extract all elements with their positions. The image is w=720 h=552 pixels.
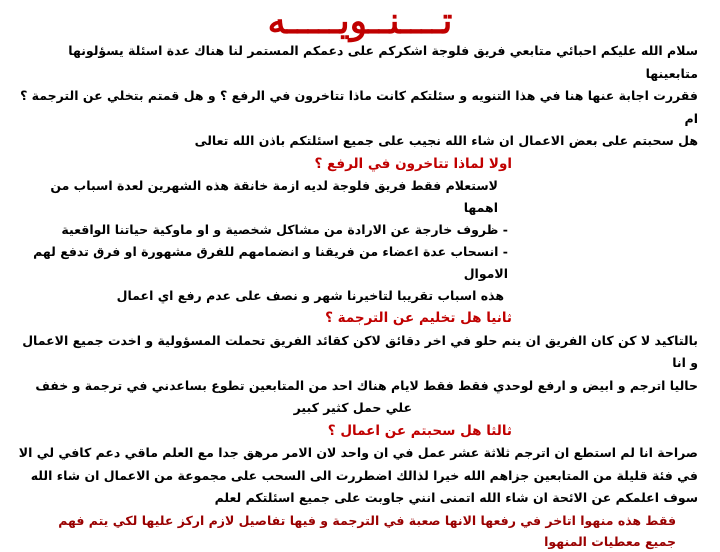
intro-line: هل سحبتم على بعض الاعمال ان شاء الله نجيب على جميع اسئلتكم باذن الله تعالى xyxy=(194,133,698,148)
page-title: تــــنــويـــــه xyxy=(267,0,453,42)
closing-line: جميع معطيات المنهوا xyxy=(544,533,676,549)
intro-line: سلام الله عليكم احبائي متابعي فريق فلوجة اشكركم على دعمكم المستمر لنا هناك عدة اسئلة يسؤلونها متابعينها xyxy=(68,43,698,81)
section-delay-lead: لاستعلام فقط فريق فلوجة لديه ازمة خانقة هذه الشهرين لعدة اسباب من اهمها xyxy=(50,178,498,215)
reason-bullet: - ظروف خارجة عن الارادة من مشاكل شخصية و او ماوكية حياتنا الواقعية xyxy=(12,219,708,241)
section-delay-summary: هذه اسباب تقريبا لتاخيرنا شهر و نصف على عدم رفع اي اعمال xyxy=(116,288,504,303)
section-dropped-heading: ثالثا هل سحبتم عن اعمال ؟ xyxy=(327,422,512,439)
closing-line: فقط هذه منهوا اتاخر في رفعها الانها صعبة في الترجمة و فيها تفاصيل لازم اركز عليها لكي يتم فهم xyxy=(58,512,676,528)
section-translation xyxy=(12,307,708,420)
reason-bullet: - انسحاب عدة اعضاء من فريقنا و انضمامهم للفرق مشهورة او فرق تدفع لهم الاموال xyxy=(12,241,708,285)
section-translation-line: حاليا اترجم و ابيض و ارفع لوحدي فقط فقط لايام هناك احد من المتابعين تطوع بساعدني في ترجمة و خفف xyxy=(35,377,698,393)
section-dropped-works xyxy=(12,420,708,510)
section-dropped-line: صراحة انا لم استطع ان اترجم ثلاثة عشر عمل في ان واحد لان الامر مرهق جدا مع العلم ماقي دعم كافي لي الا xyxy=(18,445,698,460)
section-delay xyxy=(12,153,708,308)
section-delay-heading: اولا لماذا تتاخرون في الرفع ؟ xyxy=(314,155,512,172)
section-translation-line: بالتاكيد لا كن كان الفريق ان ينم حلو في اخر دقائق لاكن كقائد الفريق تحملت المسؤولية و اخدت جميع الاعمال و انا xyxy=(22,332,698,370)
section-dropped-line: سوف اعلمكم عن الائحة ان شاء الله اتمنى انني جاوبت على جميع اسئلتكم لعلم xyxy=(214,490,698,505)
intro-paragraph xyxy=(12,40,708,153)
closing-note xyxy=(12,510,708,552)
section-translation-line: علي حمل كثير كبير xyxy=(293,400,412,415)
intro-line: فقررت اجابة عنها هنا في هذا التنويه و سئلتكم كانت ماذا تتاخرون في الرفع ؟ و هل قمتم بتخلي عن الترجمة ؟ ام xyxy=(20,88,698,126)
section-translation-heading: ثانيا هل تخليم عن الترجمة ؟ xyxy=(325,310,512,326)
section-dropped-line: في فئة قليلة من المتابعين جزاهم الله خيرا لذالك اضطررت الى السحب على مجموعة من الاعمال ان شاء الله xyxy=(30,467,698,483)
